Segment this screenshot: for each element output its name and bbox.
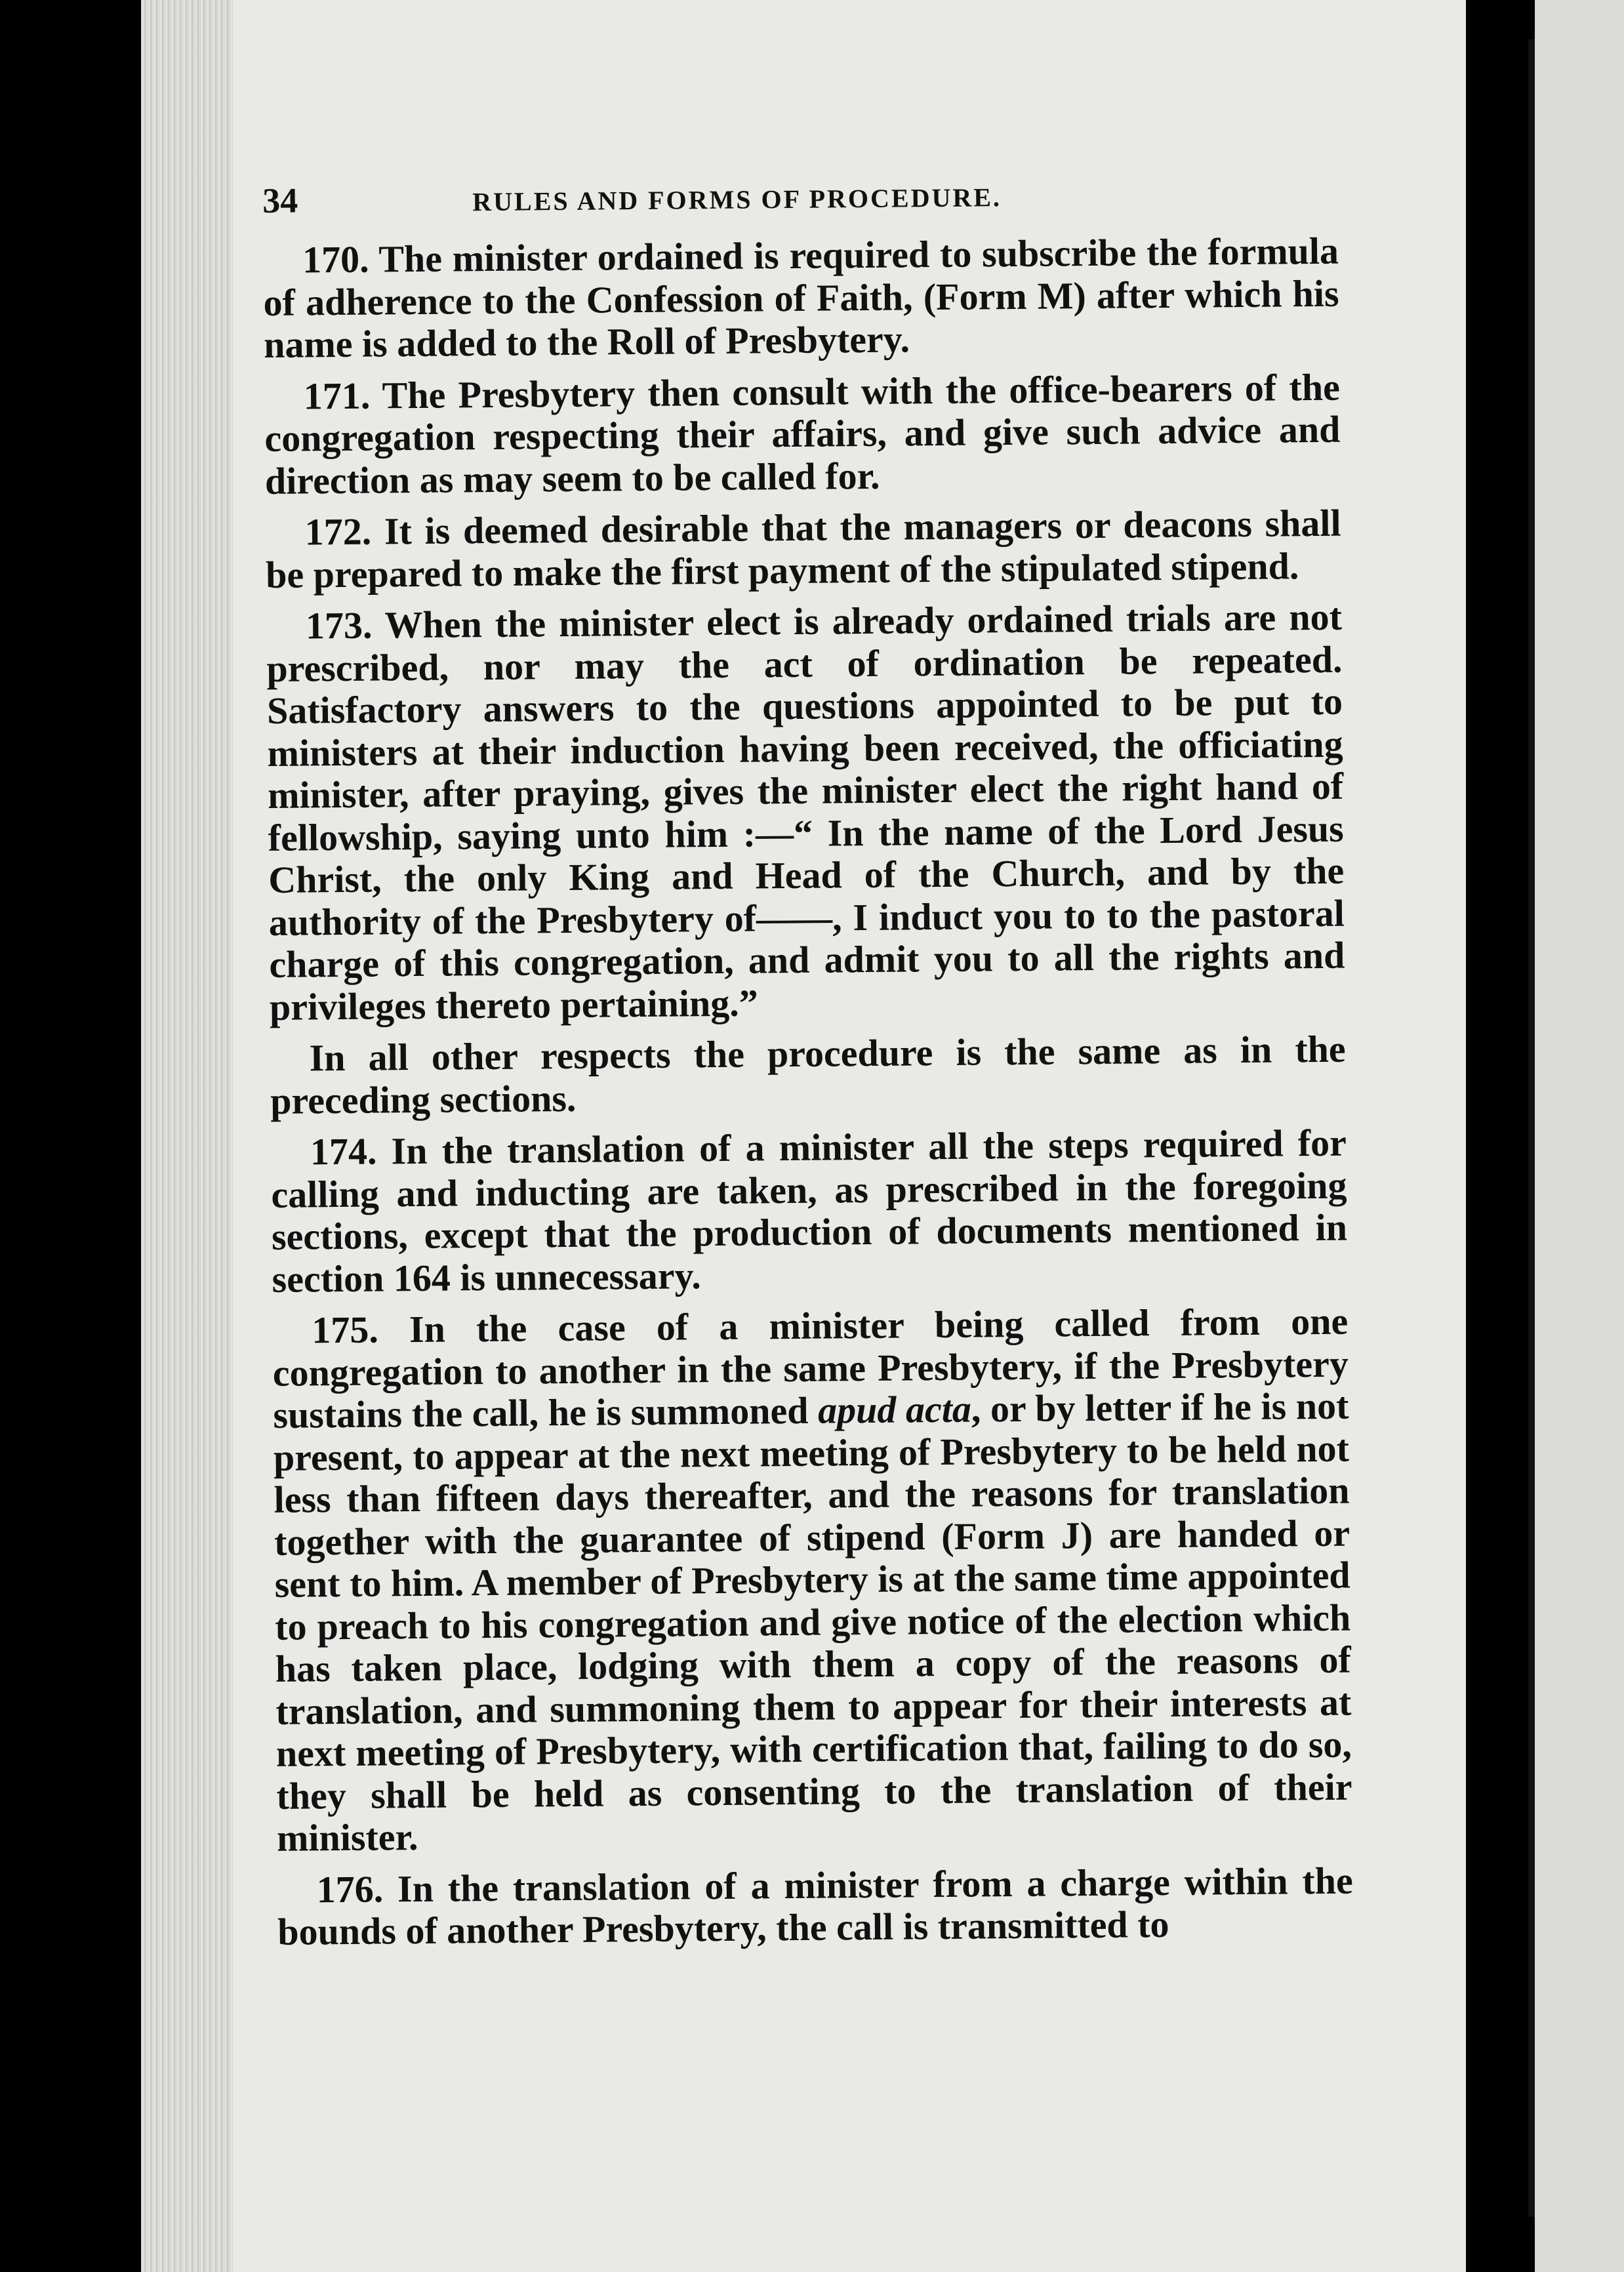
section-number: 173. xyxy=(305,603,373,647)
page-header: RULES AND FORMS OF PROCEDURE. xyxy=(472,182,1002,217)
text-block xyxy=(262,171,1354,2056)
section-173 xyxy=(266,596,1346,1028)
section-text: In the translation of a minister all the steps required for calling and inducting are taken, as prescribed in the foregoing sections, except that the production of documents mentioned in section 164 is unnecessary. xyxy=(271,1121,1348,1301)
section-176 xyxy=(277,1859,1353,1953)
section-number: 171. xyxy=(303,374,371,417)
latin-phrase: apud acta xyxy=(817,1387,972,1432)
section-text: In the case of a minister being called from one congregation to another in the same Presbytery, if the Presbytery sustains the call, he is summoned xyxy=(272,1299,1349,1436)
section-number: 170. xyxy=(302,237,369,281)
section-text: The minister ordained is required to subscribe the formula of adherence to the Confession of Faith, (Form M) after which his name is added to the Roll of Presbytery. xyxy=(263,229,1339,366)
section-text: When the minister elect is already ordained trials are not prescribed, nor may the act of ordination be repeated. Satisfactory answers to the questions appointed to be put to ministers at their induction having been received, the officiating minister, after praying, gives the minister elect the right hand of fellowship, saying unto him :—“ In the name of the Lord Jesus Christ, the only King and Head of the Church, and by the authority of the Presbytery of——, I induct you to to the pastoral charge of this congregation, and admit you to all the rights and privileges thereto pertaining.” xyxy=(266,595,1345,1028)
section-175 xyxy=(272,1301,1352,1860)
section-text: It is deemed desirable that the managers or deacons shall be prepared to make the first payment of the stipulated stipend. xyxy=(265,501,1341,596)
section-number: 175. xyxy=(312,1308,379,1352)
running-head xyxy=(262,171,1339,239)
section-number: 172. xyxy=(304,510,372,554)
section-text: In all other respects the procedure is the same as in the preceding sections. xyxy=(270,1027,1346,1122)
page-number: 34 xyxy=(262,180,298,220)
page-fold xyxy=(1528,39,1535,2217)
section-number: 176. xyxy=(316,1867,384,1911)
section-174 xyxy=(271,1122,1348,1301)
section-172 xyxy=(265,502,1341,596)
facing-page-sliver xyxy=(1535,0,1624,2272)
section-text: In the translation of a minister from a charge within the bounds of another Presbytery, the call is transmitted to xyxy=(277,1859,1353,1953)
section-170 xyxy=(263,230,1340,367)
page-edge-gutter xyxy=(141,0,233,2272)
section-text: The Presbytery then consult with the office-bearers of the congregation respecting their affairs, and give such advice and direction as may seem to be called for. xyxy=(264,365,1341,502)
section-173-continuation xyxy=(270,1028,1346,1122)
section-number: 174. xyxy=(310,1129,377,1173)
section-171 xyxy=(264,366,1341,502)
section-text-continued: , or by letter if he is not present, to appear at the next meeting of Presbytery to be held not less than fifteen days thereafter, and the reasons for translation together with the guarantee of stipend (Form J) are handed or sent to him. A member of Presbytery is at the same time appointed to preach to his congregation and give notice of the election which has taken place, lodging with them a copy of the reasons of translation, and summoning them to appear for their interests at next meeting of Presbytery, with certification that, failing to do so, they shall be held as consenting to the translation of their minister. xyxy=(273,1384,1352,1859)
